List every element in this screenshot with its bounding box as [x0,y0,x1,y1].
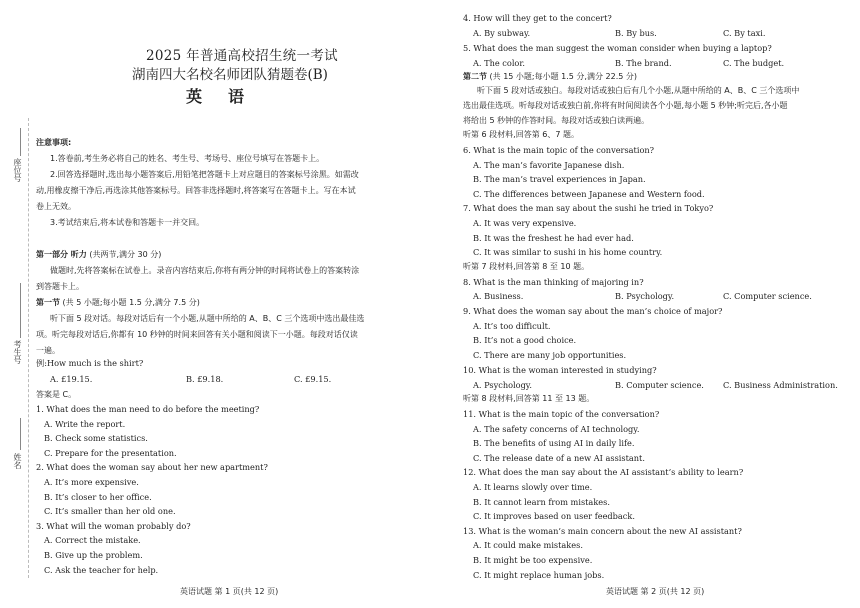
part1-title: 第一部分 听力 [36,250,87,259]
exam-no-label: 考生号 [13,340,22,364]
option-a: A. It’s too difficult. [473,320,551,331]
option-a: A. Write the report. [44,418,126,429]
option-c: C. Prepare for the presentation. [44,447,177,458]
question-13 [463,524,743,582]
question-text: 11. What is the main topic of the conversation? [463,409,660,419]
option-a: A. The man’s favorite Japanese dish. [473,159,625,170]
subject-title: 英语 [186,87,271,106]
question-4-option-c: C. By taxi. [723,28,766,38]
question-1 [36,402,268,460]
exam-subtitle: 湖南四大名校名师团队猜题卷(B) [132,67,328,83]
option-c: C. It was similar to sushi in his home country. [473,247,663,258]
binding-strip [0,118,40,578]
section2-intro-a: 听下面 5 段对话或独白。每段对话或独白后有几个小题,从题中所给的 A、B、C 三个选项中 [477,86,800,95]
question-11 [463,407,743,465]
section1-title: 第一节 [36,298,60,307]
question-text: 7. What does the man say about the sushi he tried in Tokyo? [463,203,714,214]
option-a: A. It learns slowly over time. [473,481,593,492]
question-8-text: 8. What is the man thinking of majoring in? [463,277,644,287]
section1-intro-b: 项。听完每段对话后,你都有 10 秒钟的时间来回答有关小题和阅读下一小题。每段对话仅读 [36,330,358,339]
option-c: C. There are many job opportunities. [473,349,627,360]
question-8-option-a: A. Business. [473,291,524,301]
section2-intro-b: 选出最佳选项。听每段对话或独白前,你将有时间阅读各个小题,每小题 5 秒钟;听完后,各小题 [463,101,788,110]
question-5-option-b: B. The brand. [615,58,672,68]
option-c: C. The release date of a new AI assistant. [473,452,645,463]
question-text: 9. What does the woman say about the man’s choice of major? [463,306,723,316]
part1-note: (共两节,满分 30 分) [89,250,162,259]
section1-intro-c: 一遍。 [36,346,60,355]
notice-item-2b: 动,用橡皮擦干净后,再选涂其他答案标号。回答非选择题时,将答案写在答题卡上。写在本试 [36,186,356,195]
question-3 [36,519,268,577]
section2-note: (共 15 小题;每小题 1.5 分,满分 22.5 分) [489,72,637,81]
question-text: 13. What is the woman’s main concern about the new AI assistant? [463,525,742,536]
question-text: 1. What does the man need to do before the meeting? [36,404,260,414]
option-b: B. The benefits of using AI in daily life. [473,438,635,449]
question-5-text: 5. What does the man suggest the woman consider when buying a laptop? [463,43,772,53]
seat-blank [20,128,21,156]
question-12 [463,465,743,523]
example-option-b: B. £9.18. [186,374,224,384]
example-question: 例:How much is the shirt? [36,358,144,368]
option-b: B. The man’s travel experiences in Japan. [473,174,646,185]
question-10-option-c: C. Business Administration. [723,380,838,390]
notice-item-2c: 卷上无效。 [36,202,76,211]
left-question-list [36,402,268,577]
notice-item-2a: 2.回答选择题时,选出每小题答案后,用铅笔把答题卡上对应题目的答案标号涂黑。如需改 [50,170,359,179]
option-c: C. It improves based on user feedback. [473,511,635,522]
section2-intro-c: 将给出 5 秒钟的作答时间。每段对话或独白读两遍。 [463,116,650,125]
part1-heading [36,248,161,263]
option-a: A. It was very expensive. [473,217,577,228]
exam-no-blank [20,283,21,338]
section2-title: 第二节 [463,72,487,81]
name-blank [20,418,21,450]
option-c: C. It’s smaller than her old one. [44,506,176,517]
option-b: B. Check some statistics. [44,433,148,444]
right-question-stack-1 [463,143,713,260]
option-b: B. It might be too expensive. [473,554,593,565]
option-c: C. The differences between Japanese and Western food. [473,188,705,199]
notice-title: 注意事项: [36,138,72,147]
name-label: 姓名 [13,453,22,469]
option-b: B. It was the freshest he had ever had. [473,232,634,243]
option-a: A. Correct the mistake. [44,535,141,546]
part1-intro-a: 做题时,先将答案标在试卷上。录音内容结束后,你将有两分钟的时间将试卷上的答案转涂 [50,266,360,275]
section2-heading [463,70,637,85]
option-b: B. It cannot learn from mistakes. [473,496,610,507]
section1-intro-a: 听下面 5 段对话。每段对话后有一个小题,从题中所给的 A、B、C 三个选项中选出最佳选 [50,314,365,323]
example-option-c: C. £9.15. [294,374,332,384]
question-4-option-b: B. By bus. [615,28,657,38]
example-option-a: A. £19.15. [50,374,93,384]
question-6 [463,143,713,201]
section1-heading [36,296,200,311]
material-8-instruction: 听第 8 段材料,回答第 11 至 13 题。 [463,394,595,403]
question-8-option-c: C. Computer science. [723,291,812,301]
option-a: A. It’s more expensive. [44,476,139,487]
option-b: B. It’s not a good choice. [473,335,577,346]
question-text: 6. What is the main topic of the conversation? [463,145,655,155]
question-9 [463,304,722,362]
notice-item-3: 3.考试结束后,将本试卷和答题卡一并交回。 [50,218,205,227]
question-text: 2. What does the woman say about her new apartment? [36,462,268,473]
question-4-text: 4. How will they get to the concert? [463,13,612,23]
option-c: C. Ask the teacher for help. [44,564,159,575]
example-answer: 答案是 C。 [36,390,77,399]
right-question-stack-2 [463,407,743,582]
question-5-option-c: C. The budget. [723,58,785,68]
notice-item-1: 1.答卷前,考生务必将自己的姓名、考生号、考场号、座位号填写在答题卡上。 [50,154,325,163]
binding-dashed-line [28,118,29,578]
question-4-option-a: A. By subway. [473,28,531,38]
option-a: A. The safety concerns of AI technology. [473,423,640,434]
exam-title: 2025 年普通高校招生统一考试 [146,48,338,64]
part1-intro-b: 到答题卡上。 [36,282,84,291]
page-footer-left: 英语试题 第 1 页(共 12 页) [180,587,279,596]
question-8-option-b: B. Psychology. [615,291,675,301]
material-6-instruction: 听第 6 段材料,回答第 6、7 题。 [463,130,579,139]
material-7-instruction: 听第 7 段材料,回答第 8 至 10 题。 [463,262,590,271]
option-c: C. It might replace human jobs. [473,569,605,580]
question-text: 3. What will the woman probably do? [36,520,191,531]
seat-label: 座位号 [13,158,22,182]
page-footer-right: 英语试题 第 2 页(共 12 页) [606,587,705,596]
section1-note: (共 5 小题;每小题 1.5 分,满分 7.5 分) [62,298,200,307]
question-2 [36,460,268,518]
option-b: B. It’s closer to her office. [44,491,152,502]
option-b: B. Give up the problem. [44,549,143,560]
question-10-option-b: B. Computer science. [615,380,704,390]
question-10-text: 10. What is the woman interested in studying? [463,365,657,375]
option-a: A. It could make mistakes. [473,540,583,551]
question-10-option-a: A. Psychology. [473,380,532,390]
question-text: 12. What does the man say about the AI assistant’s ability to learn? [463,467,744,478]
question-7 [463,201,713,259]
question-5-option-a: A. The color. [473,58,525,68]
